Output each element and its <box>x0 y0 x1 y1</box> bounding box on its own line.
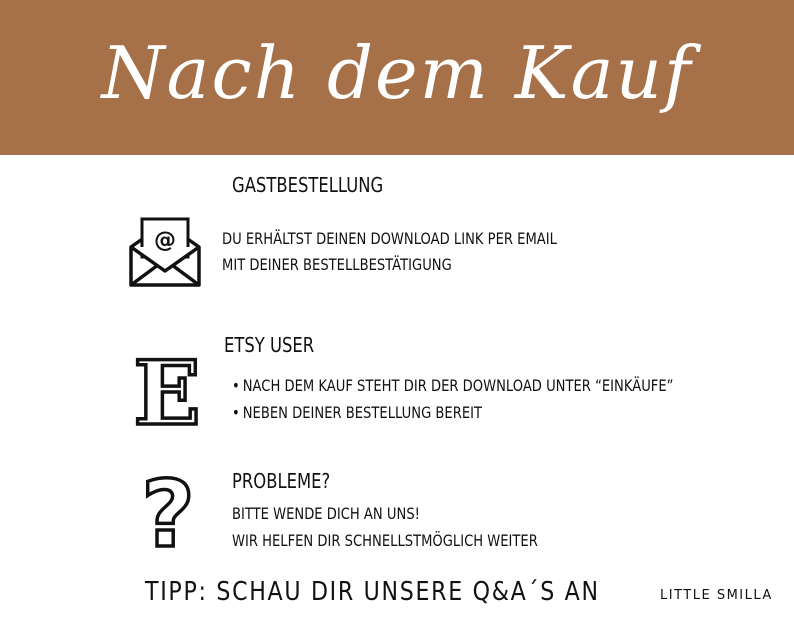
brand-name: LITTLE SMILLA <box>660 588 773 603</box>
etsy-letter: E <box>134 350 200 430</box>
question-mark-icon <box>140 472 196 552</box>
etsy-bullet-2 <box>232 403 482 422</box>
at-symbol: @ <box>154 228 176 253</box>
etsy-bullet-2-text: NEBEN DEINER BESTELLUNG BEREIT <box>242 403 482 422</box>
guest-line-2: MIT DEINER BESTELLBESTÄTIGUNG <box>222 255 452 274</box>
page-title: Nach dem Kauf <box>101 31 693 115</box>
problems-heading: PROBLEME? <box>232 469 331 493</box>
etsy-bullet-1 <box>232 376 673 395</box>
envelope-at-icon <box>128 215 202 287</box>
bullet-dot: • <box>232 376 240 395</box>
etsy-bullet-1-text: NACH DEM KAUF STEHT DIR DER DOWNLOAD UNTER “EINKÄUFE” <box>242 376 674 395</box>
problems-line-2: WIR HELFEN DIR SCHNELLSTMÖGLICH WEITER <box>232 531 538 550</box>
tip-text: TIPP: SCHAU DIR UNSERE Q&A´S AN <box>145 577 600 607</box>
etsy-e-icon <box>134 350 200 430</box>
guest-line-1: DU ERHÄLTST DEINEN DOWNLOAD LINK PER EMAIL <box>222 229 557 248</box>
header-banner <box>0 0 794 155</box>
bullet-dot: • <box>232 403 240 422</box>
question-symbol: ? <box>141 472 195 552</box>
guest-heading: GASTBESTELLUNG <box>232 173 384 197</box>
problems-line-1: BITTE WENDE DICH AN UNS! <box>232 504 420 523</box>
etsy-heading: ETSY USER <box>224 333 315 357</box>
